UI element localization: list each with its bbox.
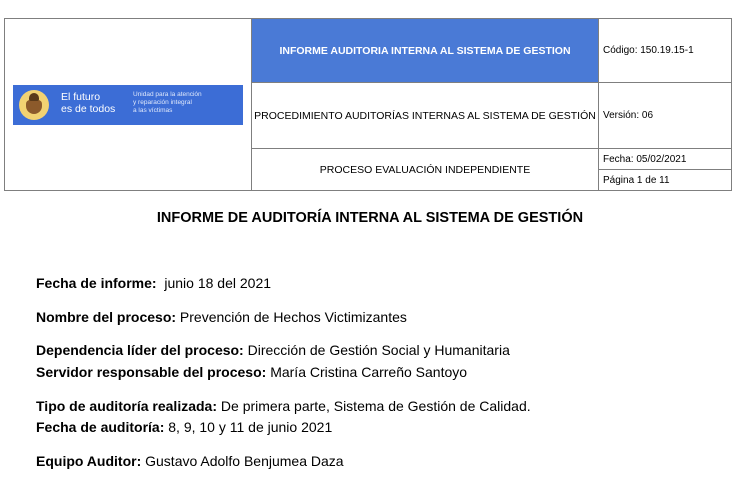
logo-line-2: es de todos: [61, 102, 116, 115]
field-label: Dependencia líder del proceso:: [36, 342, 244, 358]
code-cell: Código: 150.19.15-1: [599, 19, 732, 83]
field-label: Servidor responsable del proceso:: [36, 364, 267, 380]
field-report-date: [36, 275, 271, 291]
field-label: Tipo de auditoría realizada:: [36, 398, 218, 414]
field-label: Fecha de auditoría:: [36, 419, 165, 435]
coat-of-arms-icon: [19, 90, 49, 120]
field-value: De primera parte, Sistema de Gestión de Calidad.: [220, 398, 531, 414]
field-value: Gustavo Adolfo Benjumea Daza: [145, 453, 344, 469]
field-value: María Cristina Carreño Santoyo: [270, 364, 468, 380]
field-label: Fecha de informe:: [36, 275, 157, 291]
logo-sub-1: Unidad para la atención: [133, 90, 202, 98]
procedure-cell: PROCEDIMIENTO AUDITORÍAS INTERNAS AL SISTEMA DE GESTIÓN: [252, 83, 599, 149]
field-audit-type: [36, 398, 531, 414]
process-cell: PROCESO EVALUACIÓN INDEPENDIENTE: [252, 149, 599, 191]
field-value: 8, 9, 10 y 11 de junio 2021: [168, 419, 333, 435]
document-title: INFORME DE AUDITORÍA INTERNA AL SISTEMA DE GESTIÓN: [156, 210, 584, 226]
field-lead-dependency: [36, 342, 510, 358]
entity-logo: [13, 85, 243, 125]
date-cell: Fecha: 05/02/2021: [599, 149, 732, 170]
page-cell: Página 1 de 11: [599, 170, 732, 191]
version-cell: Versión: 06: [599, 83, 732, 149]
field-value: Prevención de Hechos Victimizantes: [179, 309, 407, 325]
field-audit-team: [36, 453, 344, 469]
field-value: junio 18 del 2021: [164, 275, 272, 291]
document-header-table: [4, 18, 732, 191]
field-label: Nombre del proceso:: [36, 309, 177, 325]
logo-line-1: El futuro: [61, 90, 101, 103]
report-title-cell: INFORME AUDITORIA INTERNA AL SISTEMA DE GESTION: [252, 19, 599, 83]
logo-cell: [5, 19, 252, 191]
field-responsible-server: [36, 364, 467, 380]
logo-sub-3: a las víctimas: [133, 106, 173, 114]
field-label: Equipo Auditor:: [36, 453, 142, 469]
field-process-name: [36, 309, 407, 325]
field-value: Dirección de Gestión Social y Humanitaria: [247, 342, 510, 358]
field-audit-date: [36, 419, 332, 435]
logo-sub-2: y reparación integral: [133, 98, 192, 106]
